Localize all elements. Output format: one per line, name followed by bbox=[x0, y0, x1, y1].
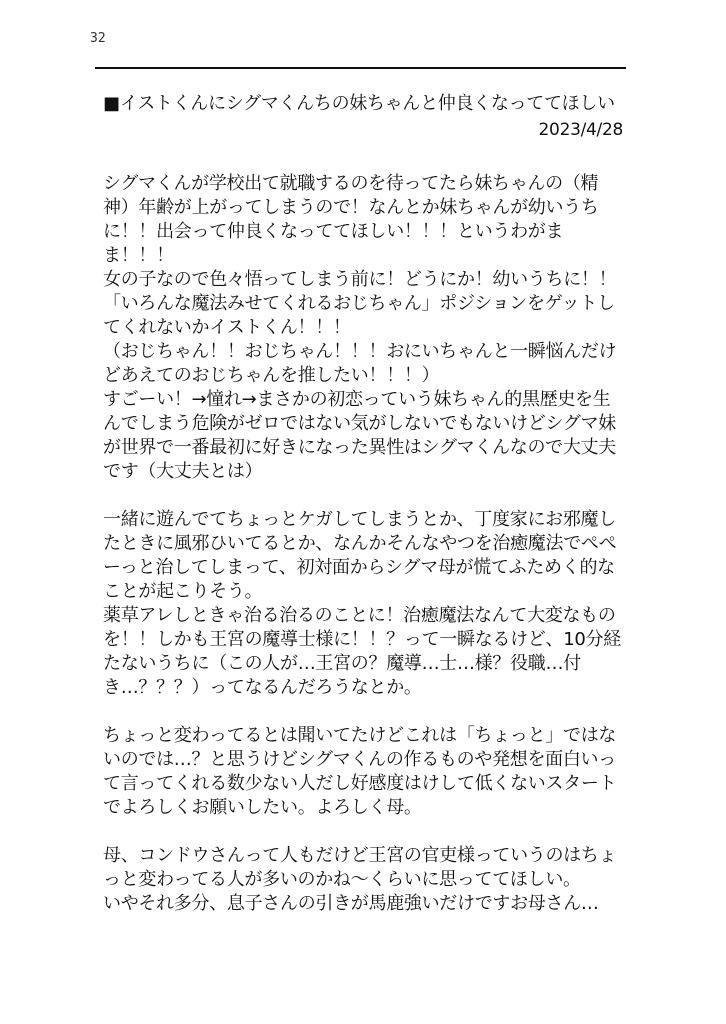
header-rule bbox=[95, 67, 626, 69]
page-number: 32 bbox=[90, 31, 106, 46]
article-date: 2023/4/28 bbox=[538, 120, 623, 140]
paragraph: ちょっと変わってるとは聞いてたけどこれは「ちょっと」ではないのでは…？と思うけどシグマくんの作るものや発想を面白いって言ってくれる数少ない人だし好感度はけして低くないスタートでよろしくお願いしたい。よろしく母。 bbox=[103, 725, 617, 818]
article-title: ■イストくんにシグマくんちの妹ちゃんと仲良くなっててほしい bbox=[103, 93, 615, 114]
paragraph: シグマくんが学校出て就職するのを待ってたら妹ちゃんの（精神）年齢が上がってしまうので！なんとか妹ちゃんが幼いうちに！！出会って仲良くなっててほしい！！！というわがまま！！！ 女の子なので色々悟ってしまう前に！どうにか！幼いうちに！！「いろんな魔法みせてくれるおじちゃん」ポジションをゲットしてくれないかイストくん！！！ （おじちゃん！！おじちゃん！！！おにいちゃんと一瞬悩んだけどあえてのおじちゃんを推したい！！！） すごーい！→憧れ→まさかの初恋っていう妹ちゃん的黒歴史を生んでしまう危険がゼロではない気がしないでもないけどシグマ妹が世界で一番最初に好きになった異性はシグマくんなので大丈夫です（大丈夫とは） bbox=[103, 173, 617, 482]
paragraph: 一緒に遊んでてちょっとケガしてしまうとか、丁度家にお邪魔したときに風邪ひいてるとか、なんかそんなやつを治癒魔法でぺぺーっと治してしまって、初対面からシグマ母が慌てふためく的なことが起こりそう。 薬草アレしときゃ治る治るのことに！治癒魔法なんて大変なものを！！しかも王宮の魔導士様に！！？って一瞬なるけど、10分経たないうちに（この人が…王宮の？魔導…士…様？役職…付き…？？？）ってなるんだろうなとか。 bbox=[103, 509, 621, 698]
article bbox=[103, 92, 623, 916]
article-body bbox=[103, 172, 623, 916]
paragraph: 母、コンドウさんって人もだけど王宮の官吏様っていうのはちょっと変わってる人が多いのかね～くらいに思っててほしい。 いやそれ多分、息子さんの引きが馬鹿強いだけですお母さん… bbox=[103, 845, 617, 914]
